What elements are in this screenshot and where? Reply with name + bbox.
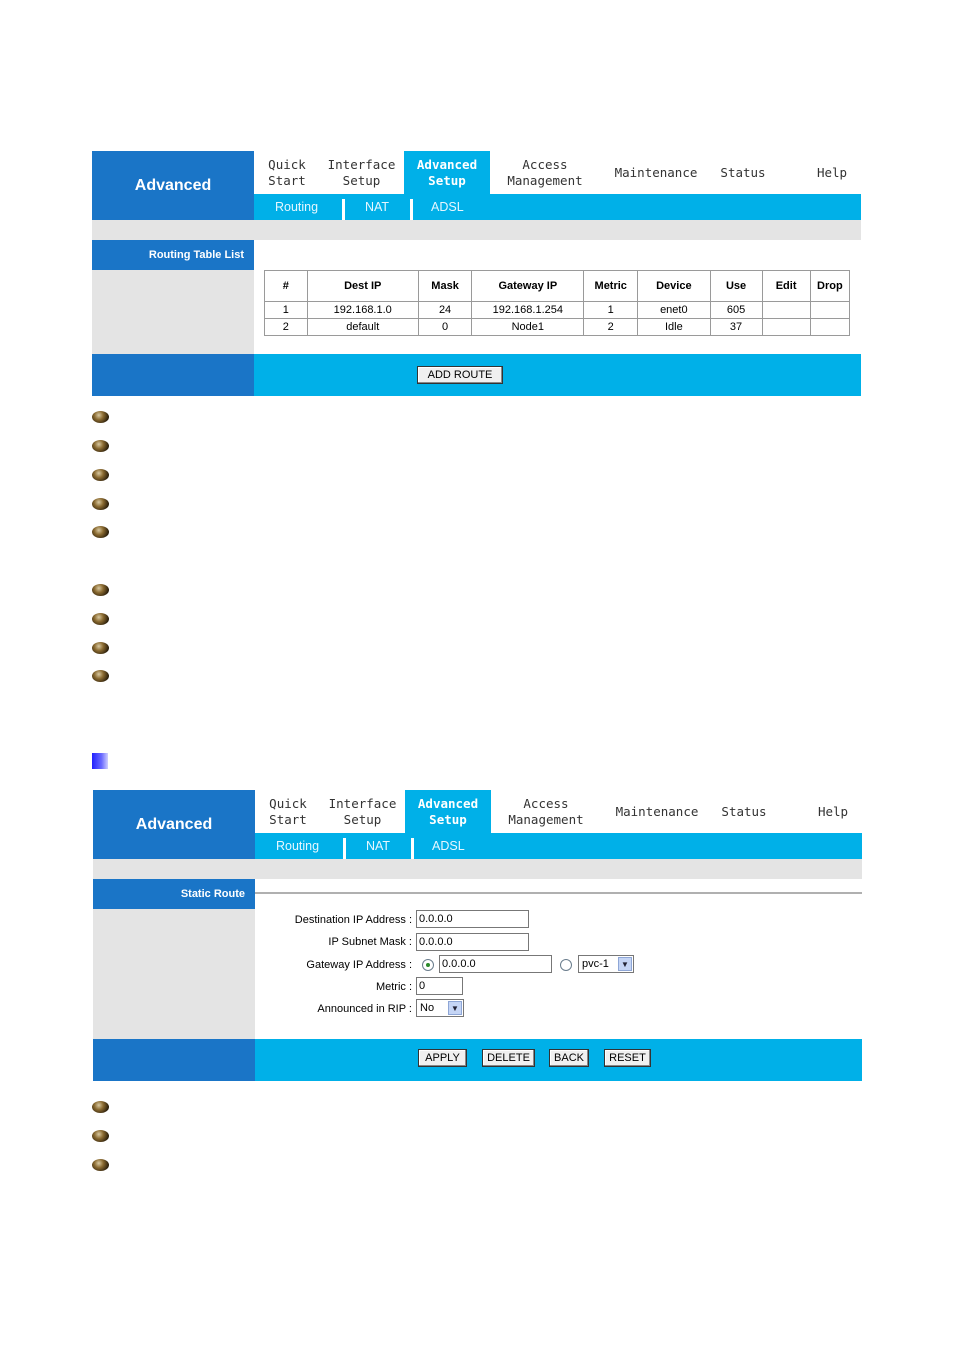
gateway-pvc-value: pvc-1 [582, 958, 609, 970]
dest-ip-input[interactable]: 0.0.0.0 [416, 910, 529, 928]
bullet-icon [92, 670, 109, 682]
footer-bar [93, 1039, 862, 1081]
gateway-ip-radio[interactable] [422, 959, 434, 971]
table-cell: 192.168.1.0 [307, 302, 418, 319]
subtab-adsl[interactable]: ADSL [432, 839, 465, 853]
bullet-icon [92, 498, 109, 510]
routing-table [264, 270, 850, 336]
tab-quick-start[interactable]: Quick Start [268, 156, 306, 188]
bullet-icon [92, 642, 109, 654]
edit-cell[interactable] [762, 319, 810, 336]
col-header: Use [710, 271, 762, 302]
bullet-icon [92, 613, 109, 625]
sub-nav [255, 833, 862, 859]
tab-interface-setup[interactable]: Interface Setup [328, 795, 397, 827]
rip-value: No [420, 1002, 435, 1014]
col-header: Gateway IP [472, 271, 584, 302]
metric-label: Metric : [375, 981, 412, 993]
gateway-pvc-select[interactable] [578, 955, 634, 973]
tab-maintenance[interactable]: Maintenance [614, 164, 698, 180]
table-cell: 0 [418, 319, 471, 336]
section-divider [255, 892, 862, 894]
tab-help[interactable]: Help [817, 803, 849, 819]
subtab-routing[interactable]: Routing [275, 200, 319, 214]
reset-button[interactable]: RESET [604, 1049, 651, 1067]
col-header: Edit [762, 271, 810, 302]
table-cell: 1 [265, 302, 308, 319]
subtab-routing[interactable]: Routing [276, 839, 320, 853]
subtab-nat[interactable]: NAT [365, 200, 390, 214]
gateway-ip-label: Gateway IP Address : [306, 959, 412, 971]
tab-access-management[interactable]: Access Management [508, 795, 584, 827]
bullet-icon [92, 469, 109, 481]
col-header: # [265, 271, 308, 302]
tab-quick-start[interactable]: Quick Start [269, 795, 307, 827]
bullet-icon [92, 1101, 109, 1113]
tab-help[interactable]: Help [816, 164, 848, 180]
col-header: Device [638, 271, 711, 302]
chevron-down-icon[interactable]: ▼ [448, 1001, 462, 1015]
tab-advanced-setup[interactable]: Advanced Setup [404, 151, 490, 194]
bullet-icon [92, 411, 109, 423]
footer-left-block [92, 354, 254, 396]
gateway-pvc-radio[interactable] [560, 959, 572, 971]
rip-select[interactable] [416, 999, 464, 1017]
delete-button[interactable]: DELETE [482, 1049, 535, 1067]
subtab-divider [343, 838, 346, 859]
static-route-panel [93, 790, 862, 1081]
dest-ip-label: Destination IP Address : [294, 914, 412, 926]
tab-access-management[interactable]: Access Management [507, 156, 583, 188]
brand-title: Advanced [92, 151, 254, 220]
subtab-divider [410, 199, 413, 220]
table-cell: 605 [710, 302, 762, 319]
section-title: Routing Table List [92, 240, 254, 270]
subtab-divider [411, 838, 414, 859]
metric-input[interactable]: 0 [416, 977, 463, 995]
subnet-mask-input[interactable]: 0.0.0.0 [416, 933, 529, 951]
tab-advanced-setup[interactable]: Advanced Setup [405, 790, 491, 833]
col-header: Mask [418, 271, 471, 302]
tab-status[interactable]: Status [720, 164, 766, 180]
footer-left-block [93, 1039, 255, 1081]
bullet-icon [92, 1130, 109, 1142]
tab-interface-setup[interactable]: Interface Setup [327, 156, 396, 188]
table-cell: Node1 [472, 319, 584, 336]
bullet-icon [92, 526, 109, 538]
table-row [265, 302, 850, 319]
top-nav [255, 790, 862, 833]
table-cell: default [307, 319, 418, 336]
table-row [265, 319, 850, 336]
bullet-icon [92, 1159, 109, 1171]
top-nav [254, 151, 861, 194]
table-cell: 24 [418, 302, 471, 319]
gray-band [93, 859, 862, 879]
brand-title: Advanced [93, 790, 255, 859]
col-header: Metric [584, 271, 638, 302]
gray-band [92, 220, 861, 240]
chevron-down-icon[interactable]: ▼ [618, 957, 632, 971]
section-marker-icon [92, 753, 108, 769]
footer-bar [92, 354, 861, 396]
table-cell: 2 [265, 319, 308, 336]
tab-status[interactable]: Status [721, 803, 767, 819]
subtab-adsl[interactable]: ADSL [431, 200, 464, 214]
bullet-icon [92, 440, 109, 452]
edit-cell[interactable] [762, 302, 810, 319]
table-cell: enet0 [638, 302, 711, 319]
gateway-ip-input[interactable]: 0.0.0.0 [439, 955, 552, 973]
table-cell: 1 [584, 302, 638, 319]
subtab-divider [342, 199, 345, 220]
drop-cell[interactable] [810, 319, 849, 336]
subnet-mask-label: IP Subnet Mask : [328, 936, 412, 948]
apply-button[interactable]: APPLY [418, 1049, 467, 1067]
table-cell: Idle [638, 319, 711, 336]
add-route-button[interactable]: ADD ROUTE [417, 366, 503, 384]
routing-panel [92, 151, 861, 396]
col-header: Drop [810, 271, 849, 302]
table-cell: 37 [710, 319, 762, 336]
table-header-row [265, 271, 850, 302]
sub-nav [254, 194, 861, 220]
bullet-icon [92, 584, 109, 596]
section-title: Static Route [93, 879, 255, 909]
table-cell: 192.168.1.254 [472, 302, 584, 319]
back-button[interactable]: BACK [549, 1049, 589, 1067]
tab-maintenance[interactable]: Maintenance [615, 803, 699, 819]
drop-cell[interactable] [810, 302, 849, 319]
col-header: Dest IP [307, 271, 418, 302]
rip-label: Announced in RIP : [317, 1003, 412, 1015]
table-cell: 2 [584, 319, 638, 336]
subtab-nat[interactable]: NAT [366, 839, 391, 853]
